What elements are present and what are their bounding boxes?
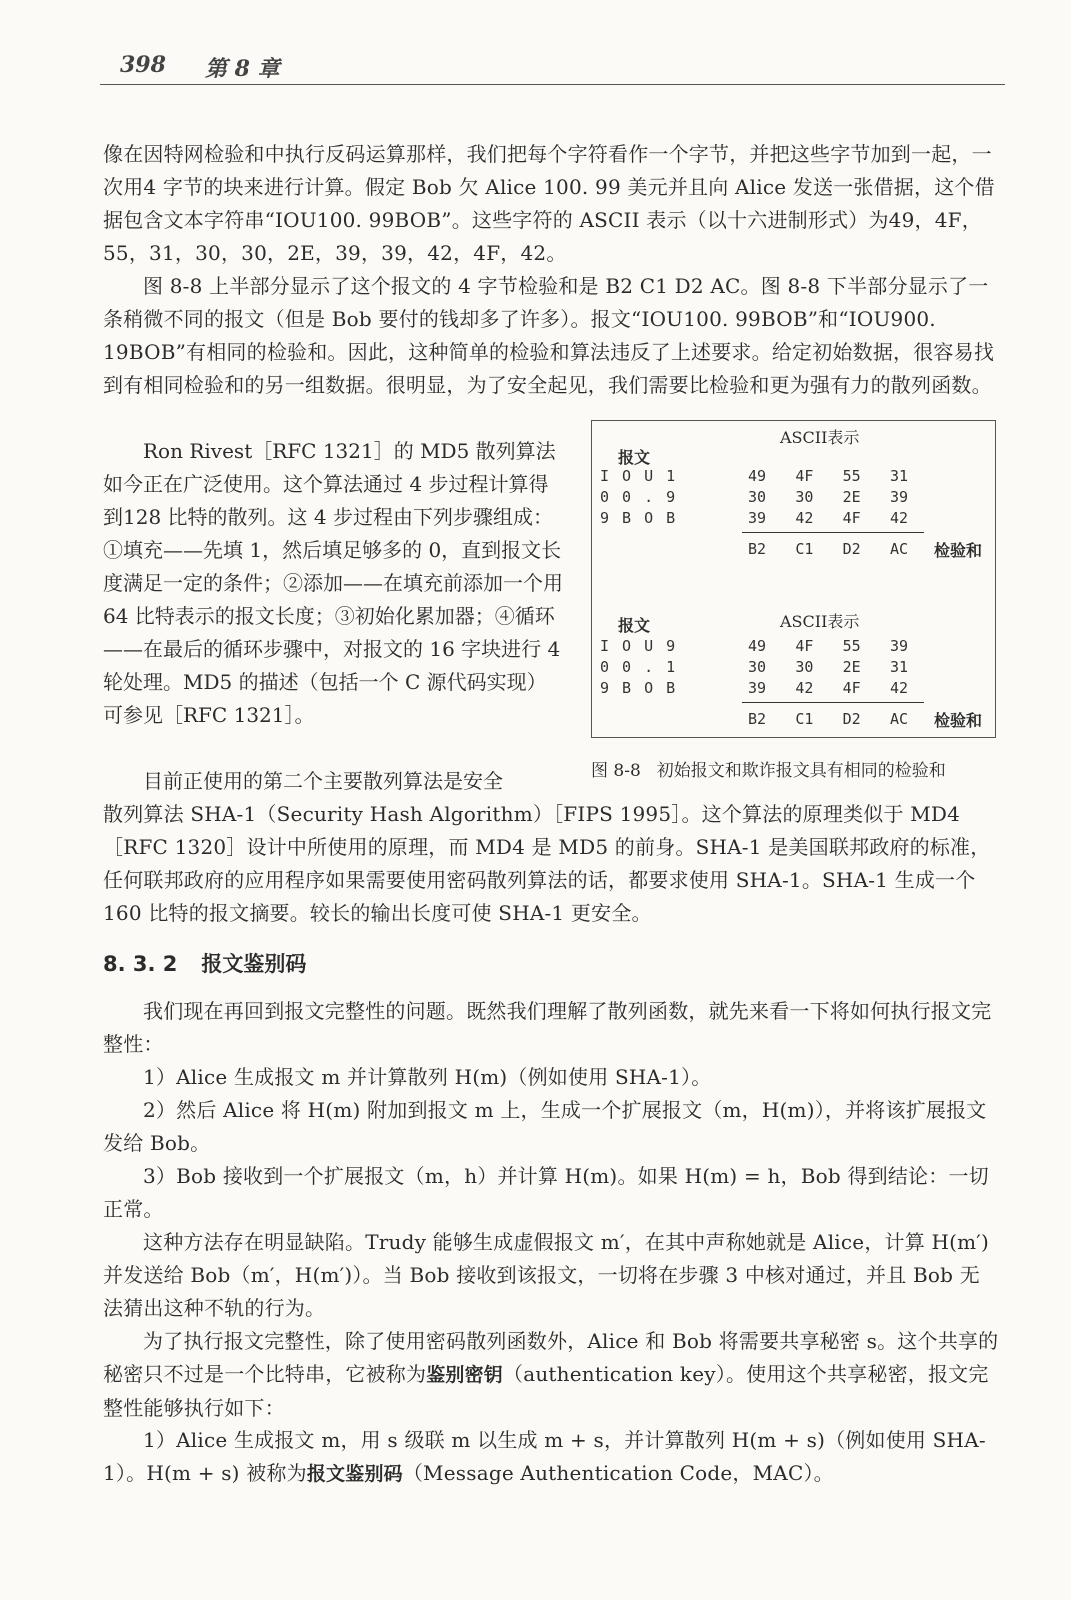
paragraph-sha-intro: 目前正使用的第二个主要散列算法是安全 <box>143 769 503 793</box>
section-title: 报文鉴别码 <box>201 952 307 976</box>
sum-line <box>742 532 924 533</box>
figure-caption <box>591 756 946 781</box>
ascii-row: 49 4F 55 39 <box>748 637 908 655</box>
checksum-row: B2 C1 D2 AC <box>748 710 908 728</box>
ascii-row: 49 4F 55 31 <box>748 467 908 485</box>
msg-row: 9 B O B <box>600 509 678 527</box>
sum-line <box>742 702 924 703</box>
paragraph-2: 图 8-8 上半部分显示了这个报文的 4 字节检验和是 B2 C1 D2 AC。图 8-8 下半部分显示了一条稍微不同的报文（但是 Bob 要付的钱却多了许多）。报文“IOU100. 99BOB”和“IOU900. 19BOB”有相同的检验和。因此，这种简单的检验和算法违反了上述要求。给定初始数据，很容易找到有相同检验和的另一组数据。很明显，为了安全起见，我们需要比检验和更为强有力的散列函数。 <box>103 274 995 397</box>
ascii-label-bottom: ASCII表示 <box>780 612 860 631</box>
paragraph-md5: Ron Rivest［RFC 1321］的 MD5 散列算法如今正在广泛使用。这个算法通过 4 步过程计算得到128 比特的散列。这 4 步过程由下列步骤组成：①填充——先填 1，然后填足够多的 0，直到报文长度满足一定的条件；②添加——在填充前添加一个用 64 比特表示的报文长度；③初始化累加器；④循环——在最后的循环步骤中，对报文的 16 字块进行 4 轮处理。MD5 的描述（包括一个 C 源代码实现）可参见［RFC 1321］。 <box>103 439 563 727</box>
caption-text: 初始报文和欺诈报文具有相同的检验和 <box>656 761 946 781</box>
chapter-label: 第 8 章 <box>205 56 280 82</box>
ascii-label-top: ASCII表示 <box>780 428 860 447</box>
checksum-row: B2 C1 D2 AC <box>748 540 908 558</box>
section-heading <box>103 948 306 978</box>
step-2: 2）然后 Alice 将 H(m) 附加到报文 m 上，生成一个扩展报文（m，H(m)），并将该扩展报文发给 Bob。 <box>103 1098 987 1155</box>
checksum-label-top: 检验和 <box>934 541 983 560</box>
msg-row: 9 B O B <box>600 679 678 697</box>
section-number: 8. 3. 2 <box>103 952 178 976</box>
paragraph-integrity: 我们现在再回到报文完整性的问题。既然我们理解了散列函数，就先来看一下将如何执行报文完整性： <box>103 999 992 1056</box>
paragraph-shared-secret: 为了执行报文完整性，除了使用密码散列函数外，Alice 和 Bob 将需要共享秘密 s。这个共享的秘密只不过是一个比特串，它被称为鉴别密钥（authentication key）。使用这个共享秘密，报文完整性能够执行如下： <box>103 1329 999 1420</box>
page-number: 398 <box>120 52 166 78</box>
paragraph-sha: 散列算法 SHA-1（Security Hash Algorithm）［FIPS 1995］。这个算法的原理类似于 MD4［RFC 1320］设计中所使用的原理，而 MD4 是 MD5 的前身。SHA-1 是美国联邦政府的标准，任何联邦政府的应用程序如果需要使用密码散列算法的话，都要求使用 SHA-1。SHA-1 生成一个 160 比特的报文摘要。较长的输出长度可使 SHA-1 更安全。 <box>103 802 991 925</box>
checksum-label-bottom: 检验和 <box>934 711 983 730</box>
ascii-row: 39 42 4F 42 <box>748 509 908 527</box>
step-1: 1）Alice 生成报文 m 并计算散列 H(m)（例如使用 SHA-1）。 <box>143 1065 712 1089</box>
ascii-row: 39 42 4F 42 <box>748 679 908 697</box>
msg-label-bottom: 报文 <box>618 616 651 635</box>
paragraph-1: 像在因特网检验和中执行反码运算那样，我们把每个字符看作一个字节，并把这些字节加到一起，一次用4 字节的块来进行计算。假定 Bob 欠 Alice 100. 99 美元并且向 Alice 发送一张借据，这个借据包含文本字符串“IOU100. 99BOB”。这些字符的 ASCII 表示（以十六进制形式）为49，4F，55，31，30，30，2E，39，39，42，4F，42。 <box>103 142 995 265</box>
figure-8-8 <box>591 420 996 738</box>
step-3: 3）Bob 接收到一个扩展报文（m，h）并计算 H(m)。如果 H(m) = h，Bob 得到结论：一切正常。 <box>103 1164 989 1221</box>
msg-row: I O U 9 <box>600 637 678 655</box>
msg-row: I O U 1 <box>600 467 678 485</box>
ascii-row: 30 30 2E 31 <box>748 658 908 676</box>
caption-number: 图 8-8 <box>591 761 641 781</box>
paragraph-flaw: 这种方法存在明显缺陷。Trudy 能够生成虚假报文 m′，在其中声称她就是 Alice，计算 H(m′) 并发送给 Bob（m′，H(m′)）。当 Bob 接收到该报文，一切将在步骤 3 中核对通过，并且 Bob 无法猜出这种不轨的行为。 <box>103 1230 990 1320</box>
msg-label-top: 报文 <box>618 448 651 467</box>
ascii-row: 30 30 2E 39 <box>748 488 908 506</box>
term-mac: 报文鉴别码 <box>306 1463 403 1485</box>
msg-row: 0 0 . 9 <box>600 488 678 506</box>
paragraph-mac: 1）Alice 生成报文 m，用 s 级联 m 以生成 m + s，并计算散列 H(m + s)（例如使用 SHA-1）。H(m + s) 被称为报文鉴别码（Message Authentication Code，MAC）。 <box>103 1428 986 1485</box>
term-auth-key: 鉴别密钥 <box>426 1364 504 1386</box>
msg-row: 0 0 . 1 <box>600 658 678 676</box>
page-header <box>100 48 1005 85</box>
